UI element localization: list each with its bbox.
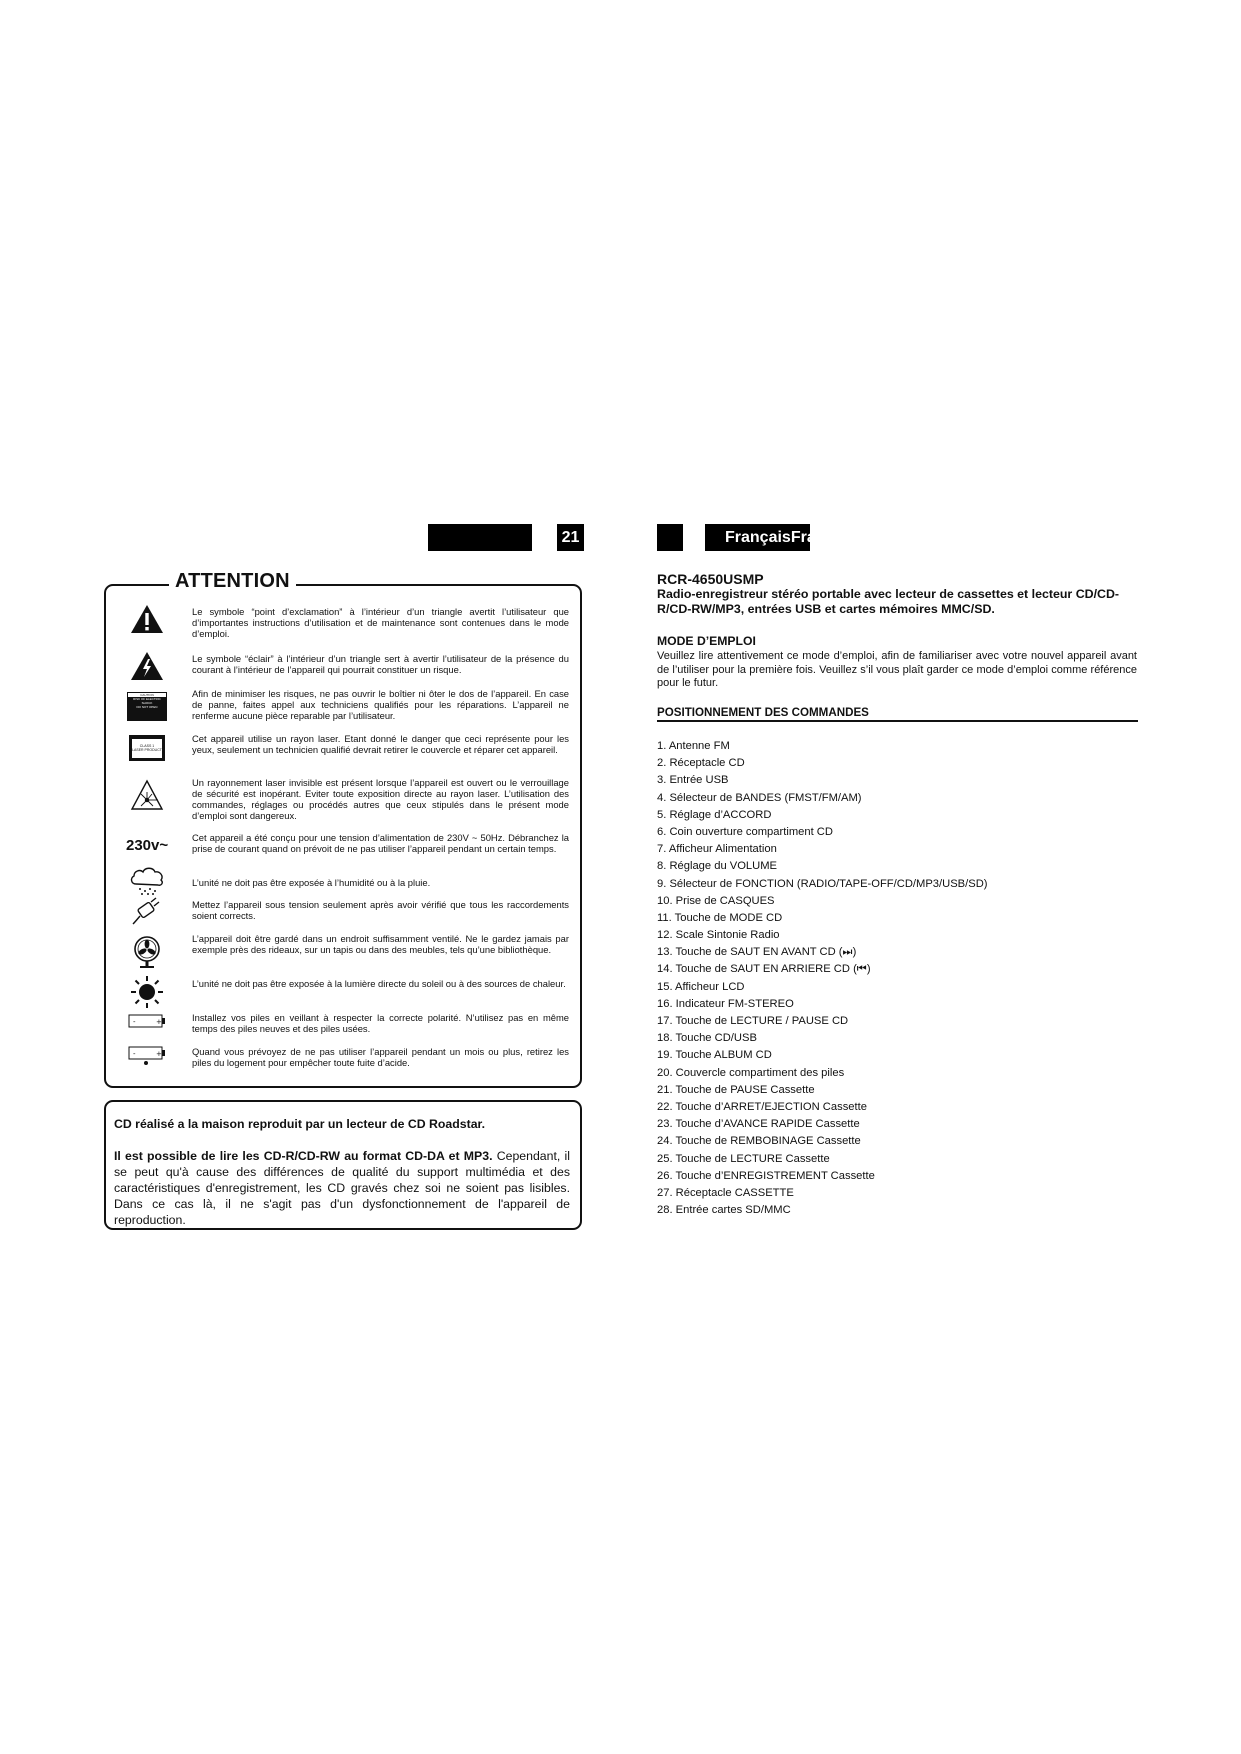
control-item-11: 11. Touche de MODE CD [657,911,783,924]
attention-text-1: Le symbole “point d’exclamation” à l’intérieur d’un triangle avertit l’utilisateur que d’importantes instructions d’utilisation et de maintenance sont contenues dans le mode d’emploi. [192,606,569,639]
attention-text-10: L’unité ne doit pas être exposée à la lumière directe du soleil ou à des sources de chaleur. [192,978,566,989]
control-item-6: 6. Coin ouverture compartiment CD [657,825,833,838]
control-item-5: 5. Réglage d’ACCORD [657,808,772,821]
svg-text:-: - [133,1018,136,1026]
header-bar-right-small [657,524,683,551]
page-number: 21 [557,524,584,551]
control-item-10: 10. Prise de CASQUES [657,894,775,907]
caution-label-line-3: DO NOT OPEN [136,705,158,709]
attention-text-12: Quand vous prévoyez de ne pas utiliser l’appareil pendant un mois ou plus, retirez les piles du logement pour empêcher toute fuite d’acide. [192,1046,569,1068]
control-item-21: 21. Touche de PAUSE Cassette [657,1083,815,1096]
attention-text-4: Cet appareil utilise un rayon laser. Etant donné le danger que ceci représente pour les yeux, seulement un technicien qualifié devrait retirer le couvercle et réparer cet appareil. [192,733,569,755]
control-item-18: 18. Touche CD/USB [657,1032,757,1045]
control-item-19: 19. Touche ALBUM CD [657,1049,772,1062]
mode-emploi-heading: MODE D’EMPLOI [657,634,756,648]
controls-list [657,738,988,1219]
attention-text-8: Mettez l’appareil sous tension seulement après avoir vérifié que tous les raccordements soient corrects. [192,899,569,921]
svg-text:+: + [156,1050,162,1058]
cd-box-title: CD réalisé a la maison reproduit par un lecteur de CD Roadstar. [114,1117,486,1131]
voltage-label: 230v~ [126,837,169,854]
control-item-14: 14. Touche de SAUT EN ARRIERE CD (⏮) [657,963,871,976]
ventilation-fan-icon [126,935,168,969]
language-label: FrançaisFrançais [705,524,810,551]
control-item-1: 1. Antenne FM [657,740,730,752]
attention-text-5: Un rayonnement laser invisible est présent lorsque l’appareil est ouvert ou le verrouillage de sécurité est inopérant. Eviter toute exposition directe au rayon laser. L’utilisation des commandes, réglages ou procédés autres que ceux stipulés dans le présent mode d’emploi sont dangereux. [192,777,569,821]
cd-box-text [114,1148,570,1228]
control-item-25: 25. Touche de LECTURE Cassette [657,1152,830,1165]
caution-label-line-2: RISK OF ELECTRIC SHOCK [133,697,161,705]
control-item-23: 23. Touche d’AVANCE RAPIDE Cassette [657,1118,860,1131]
class1-laser-label-icon [126,735,168,761]
control-item-8: 8. Réglage du VOLUME [657,860,778,873]
model-number: RCR-4650USMP [657,571,764,587]
exclamation-triangle-icon [126,604,168,634]
control-item-12: 12. Scale Sintonie Radio [657,929,780,942]
caution-label-line-1: CAUTION [128,693,166,697]
control-item-2: 2. Réceptacle CD [657,757,745,770]
mode-emploi-text: Veuillez lire attentivement ce mode d’emploi, afin de familiariser avec votre nouvel appareil avant de l’utiliser pour la première fois. Veuillez s’il vous plaît garder ce mode d’emploi comme référence pour le futur. [657,650,1137,689]
caution-label-icon [126,692,168,721]
voltage-230v-icon [126,837,178,854]
control-item-24: 24. Touche de REMBOBINAGE Cassette [657,1135,861,1148]
attention-text-9: L’appareil doit être gardé dans un endroit suffisamment ventilé. Ne le gardez jamais par exemple près des rideaux, sur un tapis ou dans des meubles, tels qu’une bibliothèque. [192,933,569,955]
lightning-triangle-icon [126,651,168,681]
control-item-13: 13. Touche de SAUT EN AVANT CD (⏭) [657,946,857,959]
control-item-20: 20. Couvercle compartiment des piles [657,1066,845,1079]
battery-icon [126,1013,168,1029]
class1-label-line-1: CLASS 1 [139,743,155,748]
attention-title: ATTENTION [169,570,296,593]
attention-text-6: Cet appareil a été conçu pour une tension d’alimentation de 230V ~ 50Hz. Débranchez la prise de courant quand on prévoit de ne pas utiliser l’appareil pendant un certain temps. [192,832,569,854]
battery-leak-icon [126,1045,168,1067]
cd-box-bold-intro: Il est possible de lire les CD-R/CD-RW au format CD-DA et MP3. [114,1149,493,1163]
control-item-15: 15. Afficheur LCD [657,980,745,993]
control-item-16: 16. Indicateur FM-STEREO [657,997,794,1010]
attention-text-2: Le symbole “éclair” à l’intérieur d’un triangle sert à avertir l’utilisateur de la présence du courant à l’intérieur de l’appareil qui pourrait constituer un risque. [192,653,569,675]
sun-icon [126,975,168,1009]
header-bar-left [428,524,532,551]
control-item-7: 7. Afficheur Alimentation [657,843,777,856]
attention-text-7: L’unité ne doit pas être exposée à l’humidité ou à la pluie. [192,877,431,888]
controls-heading: POSITIONNEMENT DES COMMANDES [657,706,869,719]
control-item-22: 22. Touche d’ARRET/EJECTION Cassette [657,1100,867,1113]
class1-label-line-2: LASER PRODUCT [132,748,162,752]
attention-text-3: Afin de minimiser les risques, ne pas ouvrir le boîtier ni ôter le dos de l’appareil. En case de panne, faites appel aux techniciens qualifiés pour les réparations. L’appareil ne renferme aucune pièce reparable par l’utilisateur. [192,688,569,721]
svg-text:-: - [133,1050,136,1058]
control-item-17: 17. Touche de LECTURE / PAUSE CD [657,1015,849,1027]
control-item-27: 27. Réceptacle CASSETTE [657,1186,794,1199]
attention-text-11: Installez vos piles en veillant à respecter la correcte polarité. N’utilisez pas en même temps des piles neuves et des piles usées. [192,1012,569,1034]
control-item-9: 9. Sélecteur de FONCTION (RADIO/TAPE-OFF/CD/MP3/USB/SD) [657,877,988,890]
svg-text:+: + [156,1018,162,1026]
control-item-28: 28. Entrée cartes SD/MMC [657,1204,791,1217]
control-item-4: 4. Sélecteur de BANDES (FMST/FM/AM) [657,791,862,804]
rain-cloud-icon [126,866,168,896]
control-item-3: 3. Entrée USB [657,774,729,787]
plug-icon [126,896,168,926]
product-subtitle: Radio-enregistreur stéréo portable avec lecteur de cassettes et lecteur CD/CD-R/CD-RW/MP3, entrées USB et cartes mémoires MMC/SD. [657,587,1120,616]
laser-warning-icon [126,779,168,811]
controls-heading-rule [657,720,1138,722]
control-item-26: 26. Touche d’ENREGISTREMENT Cassette [657,1169,875,1182]
cd-box-body: Cependant, il se peut qu'à cause des différences de qualité du support multimédia et des caractéristiques d'enregistrement, les CD gravés chez soi ne soient pas lisibles. Dans ce cas là, il ne s'agit pas d'un dysfonctionnement de l'appareil de reproduction. [114,1149,570,1227]
